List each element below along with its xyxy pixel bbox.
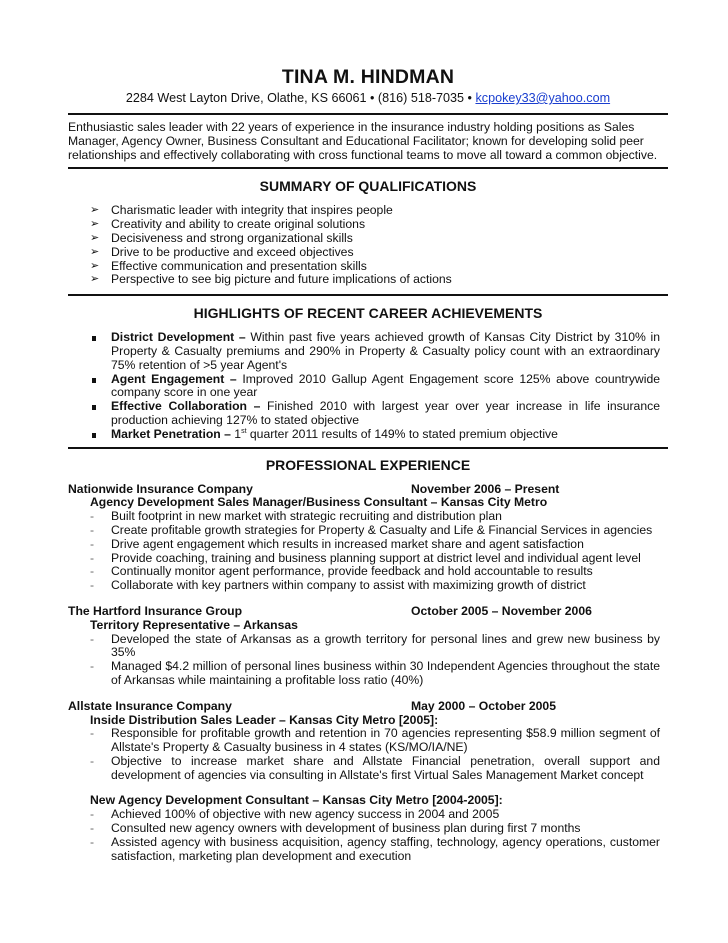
responsibility-text: Collaborate with key partners within company to assist with maximizing growth of district bbox=[111, 578, 586, 593]
achievement-text: 1 bbox=[230, 426, 242, 441]
job-dates: November 2006 – Present bbox=[411, 481, 560, 496]
achievement-item bbox=[68, 373, 660, 401]
dash-bullet-icon: - bbox=[90, 509, 95, 524]
responsibility-text: Assisted agency with business acquisition, agency staffing, technology, agency operations, customer satisfaction, marketing plan development and execution bbox=[111, 834, 660, 863]
responsibility-item bbox=[68, 633, 660, 661]
responsibility-text: Managed $4.2 million of personal lines business within 30 Independent Agencies throughout the state of Arkansas while maintaining a profitable loss ratio (40%) bbox=[111, 659, 660, 687]
dash-bullet-icon: - bbox=[90, 753, 95, 768]
dash-bullet-icon: - bbox=[90, 726, 95, 741]
qualification-item bbox=[68, 260, 668, 274]
dash-bullet-icon: - bbox=[90, 659, 95, 674]
qualification-item bbox=[68, 246, 668, 260]
dash-bullet-icon: - bbox=[90, 564, 95, 579]
qualification-text: Perspective to see big picture and future implications of actions bbox=[111, 272, 452, 287]
achievement-label: Agent Engagement – bbox=[111, 371, 237, 386]
arrow-bullet-icon: ➢ bbox=[90, 218, 100, 231]
candidate-name: TINA M. HINDMAN bbox=[281, 66, 455, 88]
responsibility-list bbox=[68, 510, 668, 593]
dash-bullet-icon: - bbox=[90, 536, 95, 551]
ordinal-suffix: st bbox=[241, 427, 247, 435]
achievement-text: quarter 2011 results of 149% to stated premium objective bbox=[246, 426, 558, 441]
responsibility-item bbox=[68, 552, 660, 566]
email-link[interactable]: kcpokey33@yahoo.com bbox=[475, 91, 611, 105]
company-name: The Hartford Insurance Group bbox=[68, 603, 243, 618]
divider bbox=[68, 113, 668, 115]
achievement-text: Improved 2010 Gallup Agent Engagement score 125% above countrywide company score in one year bbox=[111, 371, 660, 400]
dash-bullet-icon: - bbox=[90, 578, 95, 593]
job-header bbox=[68, 483, 668, 497]
responsibility-item bbox=[68, 808, 660, 822]
responsibility-item bbox=[68, 660, 660, 688]
responsibility-item bbox=[68, 565, 660, 579]
role-title: New Agency Development Consultant – Kansas City Metro [2004-2005]: bbox=[90, 793, 503, 808]
job-entry bbox=[68, 483, 668, 593]
separator: • bbox=[370, 91, 375, 105]
resume-page bbox=[68, 66, 668, 875]
achievement-label: District Development – bbox=[111, 330, 246, 345]
responsibility-item bbox=[68, 538, 660, 552]
role-title: Territory Representative – Arkansas bbox=[90, 617, 298, 632]
responsibility-list bbox=[68, 808, 668, 863]
responsibility-text: Built footprint in new market with strategic recruiting and distribution plan bbox=[111, 509, 502, 524]
responsibility-item bbox=[68, 755, 660, 783]
divider bbox=[68, 294, 668, 296]
achievement-label: Market Penetration – bbox=[111, 426, 231, 441]
responsibility-item bbox=[68, 822, 660, 836]
job-entry bbox=[68, 605, 668, 688]
company-name: Nationwide Insurance Company bbox=[68, 481, 253, 496]
square-bullet-icon bbox=[92, 378, 96, 383]
qualification-text: Drive to be productive and exceed objectives bbox=[111, 244, 354, 259]
job-dates: May 2000 – October 2005 bbox=[411, 698, 556, 713]
square-bullet-icon bbox=[92, 336, 96, 341]
qualification-text: Creativity and ability to create original solutions bbox=[111, 217, 366, 232]
company-name: Allstate Insurance Company bbox=[68, 698, 232, 713]
dash-bullet-icon: - bbox=[90, 522, 95, 537]
qualification-text: Decisiveness and strong organizational skills bbox=[111, 230, 353, 245]
qualification-item bbox=[68, 232, 668, 246]
responsibility-item bbox=[68, 510, 660, 524]
dash-bullet-icon: - bbox=[90, 821, 95, 836]
achievement-item bbox=[68, 400, 660, 428]
divider bbox=[68, 167, 668, 169]
contact-line bbox=[68, 90, 668, 106]
responsibility-item bbox=[68, 836, 660, 864]
responsibility-text: Provide coaching, training and business planning support at district level and individual agent level bbox=[111, 550, 641, 565]
responsibility-text: Objective to increase market share and Allstate Financial penetration, overall support and development of agencies via consulting in Allstate's first Virtual Sales Management Market concept bbox=[111, 753, 660, 782]
achievement-text: Finished 2010 with largest year over year increase in life insurance production achieving 127% to stated objective bbox=[111, 399, 660, 427]
job-header bbox=[68, 700, 668, 714]
responsibility-item bbox=[68, 727, 660, 755]
responsibility-text: Consulted new agency owners with development of business plan during first 7 months bbox=[111, 821, 581, 836]
square-bullet-icon bbox=[92, 405, 96, 410]
phone: (816) 518-7035 bbox=[377, 91, 465, 105]
qualification-text: Effective communication and presentation skills bbox=[111, 258, 367, 273]
dash-bullet-icon: - bbox=[90, 550, 95, 565]
arrow-bullet-icon: ➢ bbox=[90, 259, 100, 272]
qualification-item bbox=[68, 273, 668, 287]
qualifications-heading: SUMMARY OF QUALIFICATIONS bbox=[259, 178, 477, 195]
separator: • bbox=[467, 91, 472, 105]
dash-bullet-icon: - bbox=[90, 631, 95, 646]
responsibility-list bbox=[68, 633, 668, 688]
responsibility-item bbox=[68, 579, 660, 593]
responsibility-item bbox=[68, 524, 660, 538]
responsibility-text: Drive agent engagement which results in increased market share and agent satisfaction bbox=[111, 536, 584, 551]
responsibility-text: Responsible for profitable growth and retention in 70 agencies representing $58.9 million segment of Allstate's Property & Casualty business in 4 states (KS/MO/IA/NE) bbox=[111, 726, 660, 755]
responsibility-text: Continually monitor agent performance, provide feedback and hold accountable to results bbox=[111, 564, 593, 579]
dash-bullet-icon: - bbox=[90, 834, 95, 849]
responsibility-text: Developed the state of Arkansas as a growth territory for personal lines and grew new business by 35% bbox=[111, 631, 660, 660]
achievement-text: Within past five years achieved growth of Kansas City District by 310% in Property & Casualty premiums and 290% in Property & Casualty policy count with an extraordinary 75% retention of >5 year Agent's bbox=[111, 330, 660, 372]
responsibility-list bbox=[68, 727, 668, 782]
experience-list bbox=[68, 483, 668, 864]
responsibility-text: Achieved 100% of objective with new agency success in 2004 and 2005 bbox=[111, 807, 500, 822]
arrow-bullet-icon: ➢ bbox=[90, 245, 100, 258]
experience-heading: PROFESSIONAL EXPERIENCE bbox=[265, 456, 471, 473]
achievement-item bbox=[68, 331, 660, 372]
achievement-label: Effective Collaboration – bbox=[111, 399, 261, 414]
qualification-text: Charismatic leader with integrity that inspires people bbox=[111, 203, 393, 218]
profile-summary: Enthusiastic sales leader with 22 years of experience in the insurance industry holding positions as Sales Manager, Agency Owner, Business Consultant and Educational Facilitator; known for developing solid peer relationships and effectively collaborating with cross functional teams to move all toward a common objective. bbox=[68, 120, 658, 162]
job-entry bbox=[68, 700, 668, 864]
divider bbox=[68, 447, 668, 449]
achievement-item bbox=[68, 428, 660, 442]
address: 2284 West Layton Drive, Olathe, KS 66061 bbox=[125, 91, 367, 105]
qualification-item bbox=[68, 204, 668, 218]
qualification-item bbox=[68, 218, 668, 232]
job-header bbox=[68, 605, 668, 619]
arrow-bullet-icon: ➢ bbox=[90, 273, 100, 286]
arrow-bullet-icon: ➢ bbox=[90, 204, 100, 217]
dash-bullet-icon: - bbox=[90, 807, 95, 822]
square-bullet-icon bbox=[92, 433, 96, 438]
qualifications-list bbox=[68, 204, 668, 287]
achievements-list bbox=[68, 331, 668, 441]
arrow-bullet-icon: ➢ bbox=[90, 231, 100, 244]
role-title: Agency Development Sales Manager/Business Consultant – Kansas City Metro bbox=[90, 495, 548, 510]
responsibility-text: Create profitable growth strategies for Property & Casualty and Life & Financial Services in agencies bbox=[111, 522, 653, 537]
achievements-heading: HIGHLIGHTS OF RECENT CAREER ACHIEVEMENTS bbox=[193, 305, 543, 322]
job-dates: October 2005 – November 2006 bbox=[411, 603, 592, 618]
role-title: Inside Distribution Sales Leader – Kansas City Metro [2005]: bbox=[90, 712, 439, 727]
